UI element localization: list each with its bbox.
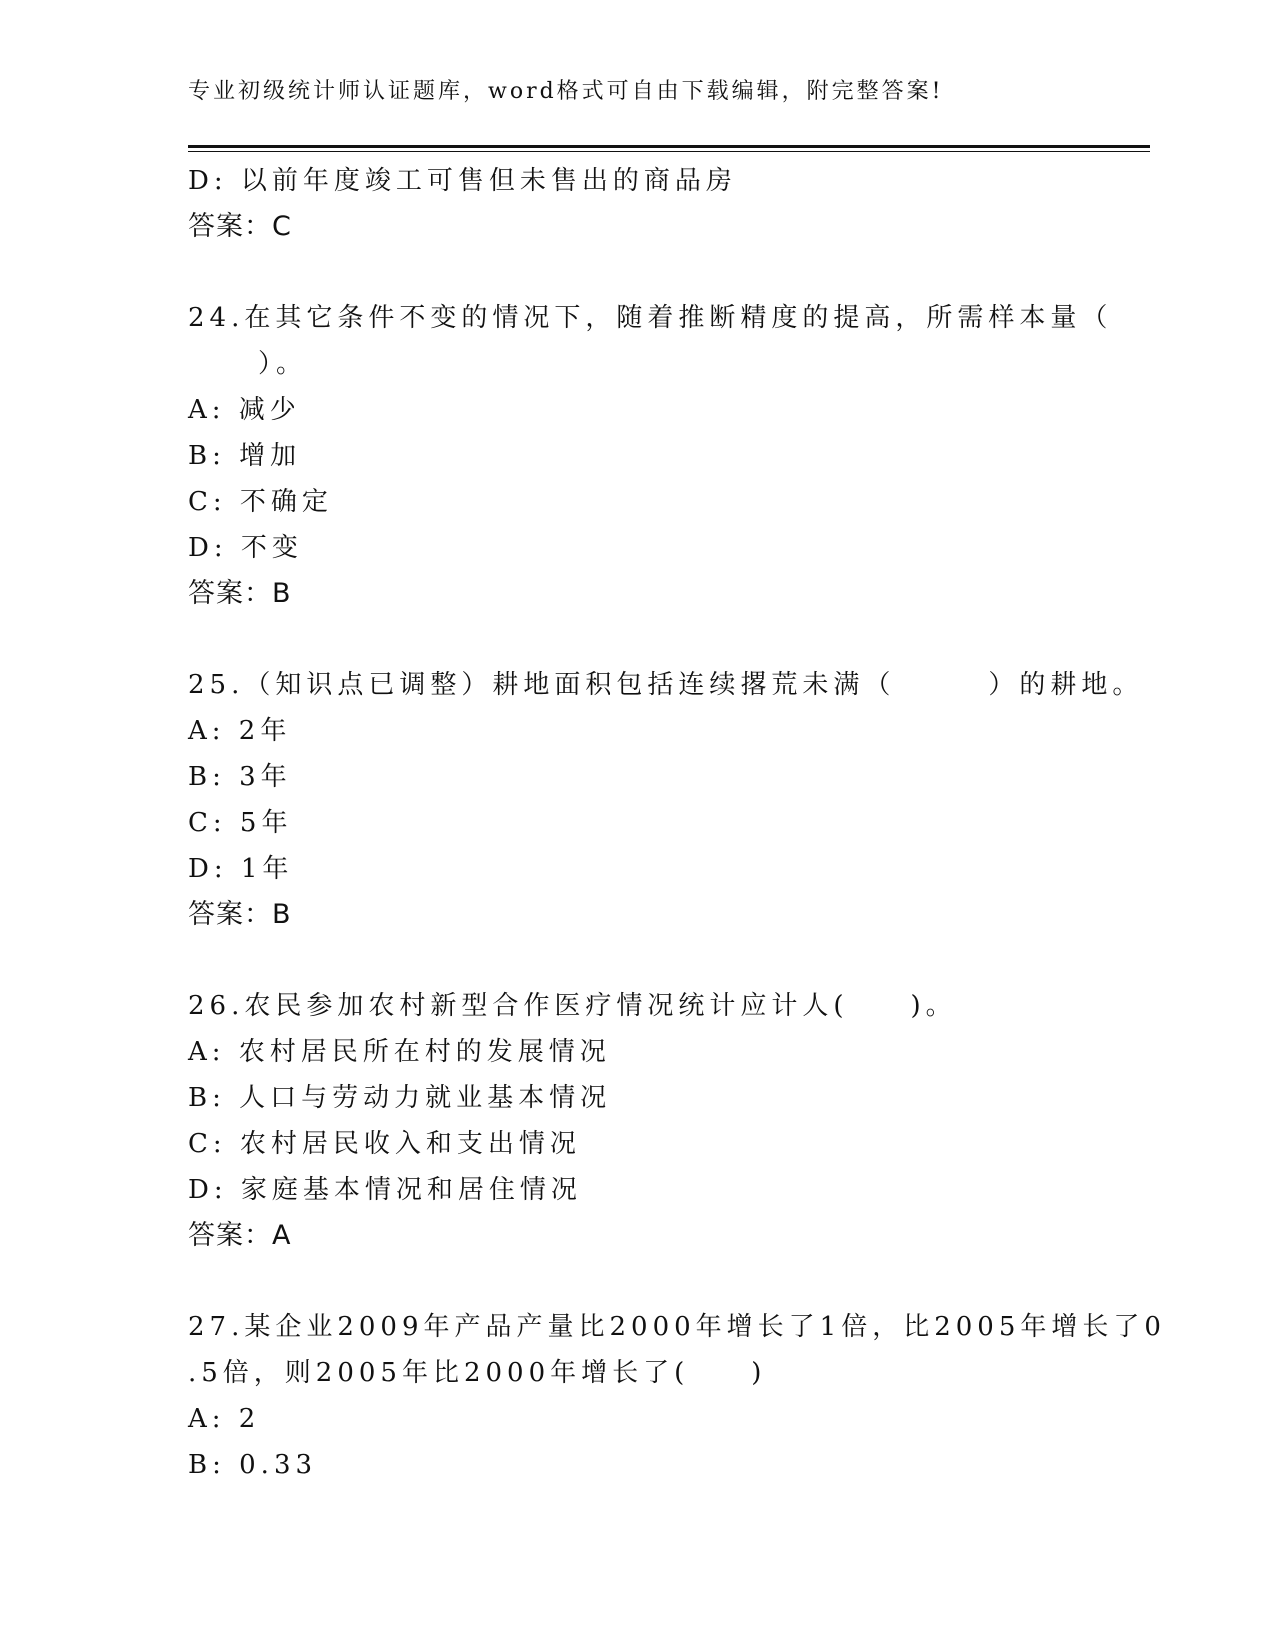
text-line: D: 以前年度竣工可售但未售出的商品房 xyxy=(188,166,737,196)
page-header: 专业初级统计师认证题库，word格式可自由下载编辑，附完整答案! xyxy=(188,79,944,104)
spacer xyxy=(188,250,1088,295)
text-line: A: 减少 xyxy=(188,395,301,425)
text-line: B: 3年 xyxy=(188,762,292,792)
text-line: .5倍，则2005年比2000年增长了( ) xyxy=(188,1358,767,1388)
text-line: 26.农民参加农村新型合作医疗情况统计应计人( )。 xyxy=(188,991,957,1021)
answer-line: 答案：C xyxy=(188,211,292,242)
text-line: ）。 xyxy=(258,349,308,379)
text-line: C: 5年 xyxy=(188,808,293,838)
spacer xyxy=(188,938,1088,983)
spacer xyxy=(188,1259,1088,1304)
text-line: D: 家庭基本情况和居住情况 xyxy=(188,1175,582,1205)
header-rule-thick xyxy=(188,145,1150,148)
answer-line: 答案：B xyxy=(188,578,292,609)
text-line: B: 0.33 xyxy=(188,1450,318,1480)
text-line: A: 农村居民所在村的发展情况 xyxy=(188,1037,611,1067)
question-content xyxy=(188,158,1166,1488)
text-line: 25.（知识点已调整）耕地面积包括连续撂荒未满（ ）的耕地。 xyxy=(188,670,1144,700)
text-line: B: 增加 xyxy=(188,441,302,471)
text-line: D: 1年 xyxy=(188,854,294,884)
text-line: B: 人口与劳动力就业基本情况 xyxy=(188,1083,612,1113)
header-rule-thin xyxy=(188,151,1150,152)
text-line: C: 不确定 xyxy=(188,487,333,517)
text-line: C: 农村居民收入和支出情况 xyxy=(188,1129,581,1159)
text-line: A: 2 xyxy=(188,1404,261,1434)
text-line: D: 不变 xyxy=(188,533,303,563)
spacer xyxy=(188,617,1088,662)
text-line: A: 2年 xyxy=(188,716,292,746)
answer-line: 答案：B xyxy=(188,899,292,930)
answer-line: 答案：A xyxy=(188,1220,292,1251)
text-line: 27.某企业2009年产品产量比2000年增长了1倍，比2005年增长了0 xyxy=(188,1312,1166,1342)
text-line: 24.在其它条件不变的情况下，随着推断精度的提高，所需样本量（ xyxy=(188,303,1113,333)
